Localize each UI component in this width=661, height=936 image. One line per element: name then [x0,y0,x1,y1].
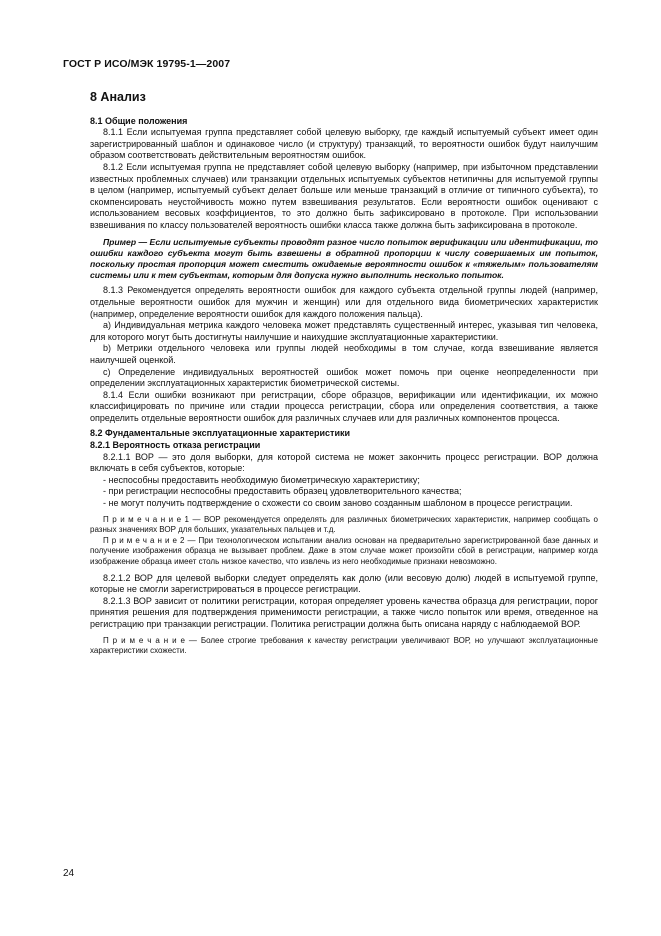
paragraph-8-1-1: 8.1.1 Если испытуемая группа представляет собой целевую выборку, где каждый испытуемый субъект имеет один зарегистрированный шаблон и одинаковое число (и структуру) транзакций, то вероятности ошибок будут наилучшим образом соответствовать действительным вероятностям ошибок. [90,127,598,161]
note-3-text: — Более строгие требования к качеству регистрации увеличивают ВОР, но улучшают эксплуатационные характеристики схожести. [90,635,599,656]
document-code: ГОСТ Р ИСО/МЭК 19795-1—2007 [63,58,231,70]
paragraph-8-2-1-1: 8.2.1.1 ВОР — это доля выборки, для которой система не может закончить процесс регистрации. ВОР должна включать в себя субъектов, которые: [90,451,598,474]
example-paragraph: Пример — Если испытуемые субъекты проводят разное число попыток верификации или идентификации, то ошибки каждого субъекта могут быть взвешены в обратной пропорции к числу совершаемых им попыток, поскольку простая пропорция может сместить ожидаемые вероятности ошибок к «тяжелым» пользователям системы или к тем субъектам, которым для допуска нужно выполнить несколько попыток. [90,236,598,281]
list-item: - при регистрации неспособны предоставить образец удовлетворительного качества; [103,486,462,497]
paragraph-8-2-1-3: 8.2.1.3 ВОР зависит от политики регистрации, которая определяет уровень качества образца для регистрации, порог принятия решения для подтверждения применимости регистрации, а также число попыток или время, отведенное на регистрацию при транзакции регистрации. Политика регистрации должна быть описана наряду с наблюдаемой ВОР. [90,595,598,629]
subsection-title-8-2-1: 8.2.1 Вероятность отказа регистрации [90,440,261,451]
page-number: 24 [63,868,75,879]
paragraph-item-c: c) Определение индивидуальных вероятностей ошибок может помочь при оценке неопределенности при определении эксплуатационных характеристик биометрической системы. [90,366,598,389]
note-1 [90,515,598,536]
note-3-label: П р и м е ч а н и е [103,635,185,645]
subsection-title-8-1: 8.1 Общие положения [90,115,188,126]
paragraph-8-1-4: 8.1.4 Если ошибки возникают при регистрации, сборе образцов, верификации или идентификации, их можно классифицировать по причине или стадии процесса регистрации, сбора или определения соответствия, а также определить отдельные вероятности ошибок для различных случаев или для различных компонентов процесса. [90,389,598,423]
list-item: - не могут получить подтверждение о схожести со своим заново созданным шаблоном в процессе регистрации. [103,498,573,509]
note-2 [90,536,598,568]
note-2-text: — При технологическом испытании анализ основан на предварительно зарегистрированной базе данных и получение изображения образца не вызывает проблем. Даже в этом случае может произойти сбой в регистрации, например когда изображение образца имеет столь низкое качество, что извлечь из него необходимые признаки невозможно. [90,535,598,566]
section-title: 8 Анализ [90,90,146,104]
subsection-title-8-2: 8.2 Фундаментальные эксплуатационные характеристики [90,428,351,439]
list-item: - неспособны предоставить необходимую биометрическую характеристику; [103,474,420,485]
paragraph-item-a: a) Индивидуальная метрика каждого человека может представлять существенный интерес, указывая тип человека, для которого могут быть достигнуты наилучшие и наихудшие эксплуатационные характеристики. [90,320,598,342]
paragraph-8-1-2: 8.1.2 Если испытуемая группа не представляет собой целевую выборку (например, при избыточном представлении известных проблемных случаев) или транзакции отдельных испытуемых субъектов нетипичны для испытуемой группы в целом (например, испытуемый субъект делает больше или меньше транзакций в отличие от типичного субъекта), то скомпенсировать неустойчивость можно путем взвешивания результатов. Если вероятности ошибок оценивают с использованием весовых коэффициентов, то это должно быть зафиксировано в протоколе. При использовании взвешивания по классу пользователей вероятность ошибки класса также должна быть зафиксирована в протоколе. [90,161,598,230]
note-1-text: — ВОР рекомендуется определять для различных биометрических характеристик, например сообщать о разных значениях ВОР для больших, указательных пальцев и т.д. [90,514,599,535]
note-1-label: П р и м е ч а н и е 1 [103,514,189,524]
note-3 [90,636,598,657]
paragraph-item-b: b) Метрики отдельного человека или группы людей необходимы в том случае, когда взвешивание является наилучшей оценкой. [90,343,598,365]
document-body [90,92,598,657]
paragraph-8-2-1-2: 8.2.1.2 ВОР для целевой выборки следует определять как долю (или весовую долю) людей в испытуемой группе, которые не смогли зарегистрироваться в процессе регистрации. [90,572,598,595]
paragraph-8-1-3: 8.1.3 Рекомендуется определять вероятности ошибок для каждого субъекта отдельной группы людей (например, отдельные вероятности ошибок для мужчин и женщин) или для отдельного вида биометрических характеристик (например, определение вероятности ошибок для каждого положения пальца). [90,285,598,319]
note-2-label: П р и м е ч а н и е 2 [103,535,185,545]
